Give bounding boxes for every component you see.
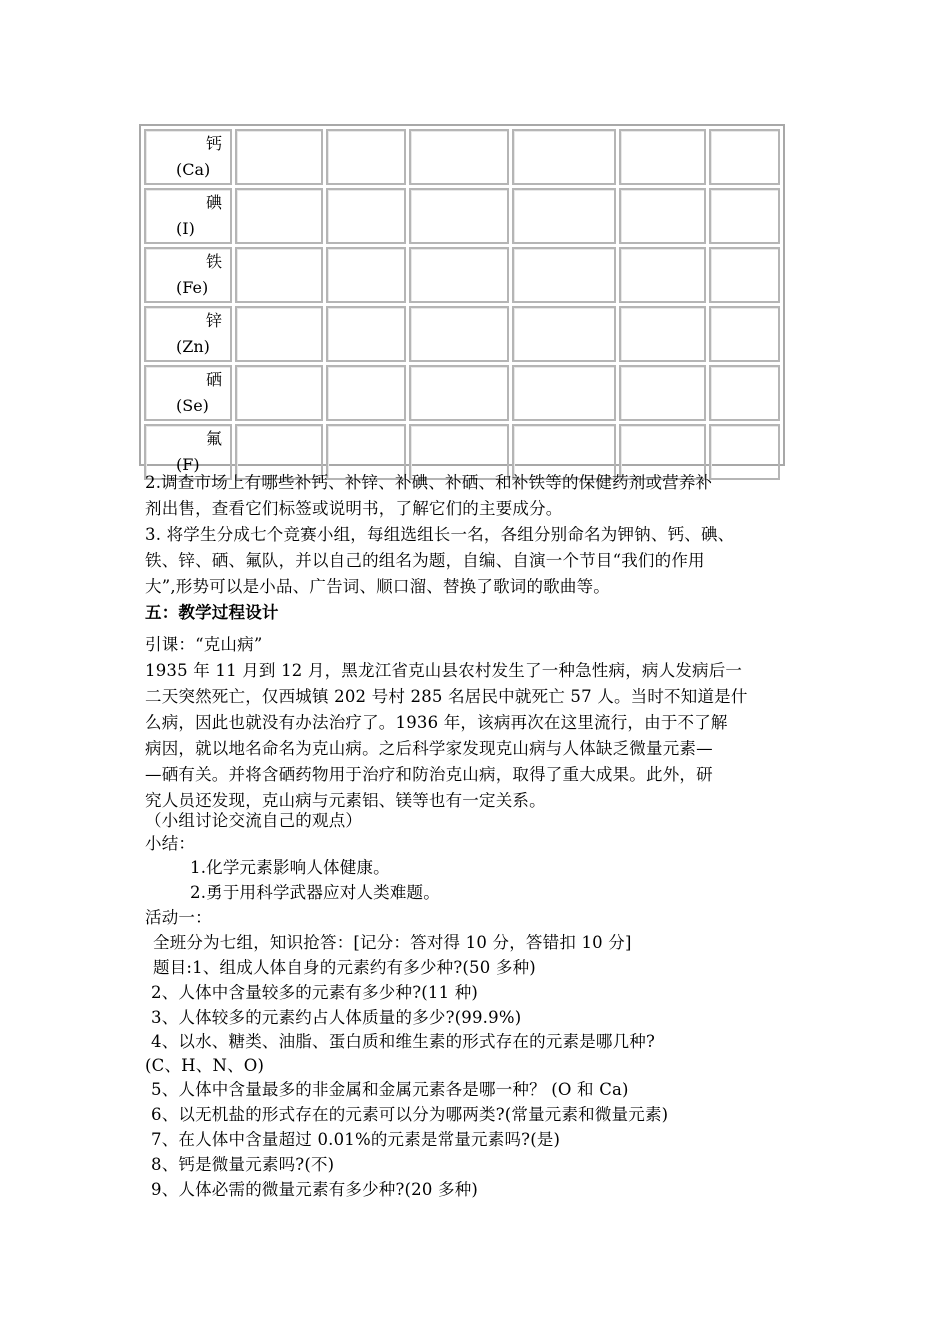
prep-item3-line3: 大”,形势可以是小品、广告词、顺口溜、替换了歌词的歌曲等。 — [145, 577, 610, 596]
element-name: 铁 — [205, 252, 222, 271]
intro-line: 引课：“克山病” — [145, 635, 263, 654]
activity-label: 活动一： — [145, 908, 212, 927]
table-cell — [709, 424, 780, 480]
element-cell — [144, 306, 232, 362]
paragraph-line: —硒有关。并将含硒药物用于治疗和防治克山病，取得了重大成果。此外，研 — [145, 765, 713, 784]
table-cell — [619, 306, 706, 362]
summary-item: 1.化学元素影响人体健康。 — [190, 858, 390, 877]
table-cell — [709, 365, 780, 421]
table-cell — [326, 306, 406, 362]
table-cell — [409, 129, 509, 185]
element-cell — [144, 365, 232, 421]
table-cell — [512, 247, 616, 303]
table-cell — [512, 365, 616, 421]
question-answer: (C、H、N、O) — [145, 1056, 265, 1075]
element-symbol: (Se) — [176, 396, 209, 415]
element-name: 钙 — [205, 134, 222, 153]
table-row — [144, 129, 780, 185]
table-row — [144, 365, 780, 421]
prep-item2-line1: 2.调查市场上有哪些补钙、补锌、补碘、补硒、和补铁等的保健药剂或营养补 — [145, 473, 713, 492]
table-cell — [326, 247, 406, 303]
paragraph-line: 究人员还发现，克山病与元素铝、镁等也有一定关系。 — [145, 791, 546, 810]
element-symbol: (Ca) — [176, 160, 211, 179]
element-symbol: (I) — [176, 219, 195, 238]
section-heading: 五：教学过程设计 — [145, 603, 279, 622]
table-cell — [326, 188, 406, 244]
table-cell — [709, 306, 780, 362]
element-symbol: (F) — [176, 455, 200, 474]
element-cell — [144, 129, 232, 185]
question-item: 7、在人体中含量超过 0.01%的元素是常量元素吗?(是) — [151, 1130, 561, 1149]
table-row — [144, 247, 780, 303]
table-cell — [235, 365, 323, 421]
activity-intro: 全班分为七组，知识抢答：[记分：答对得 10 分，答错扣 10 分] — [153, 933, 632, 952]
question-item: 3、人体较多的元素约占人体质量的多少?(99.9%) — [151, 1008, 522, 1027]
table-cell — [409, 247, 509, 303]
question-item: 题目:1、组成人体自身的元素约有多少种?(50 多种) — [153, 958, 536, 977]
element-name: 锌 — [205, 311, 222, 330]
table-cell — [235, 129, 323, 185]
table-cell — [409, 188, 509, 244]
paragraph-line: 1935 年 11 月到 12 月，黑龙江省克山县农村发生了一种急性病，病人发病后一 — [145, 661, 743, 680]
table-cell — [709, 188, 780, 244]
table-cell — [619, 365, 706, 421]
question-item: 4、以水、糖类、油脂、蛋白质和维生素的形式存在的元素是哪几种? — [151, 1032, 656, 1051]
table-cell — [326, 129, 406, 185]
question-item: 9、人体必需的微量元素有多少种?(20 多种) — [151, 1180, 479, 1199]
paragraph-line: 二天突然死亡，仅西城镇 202 号村 285 名居民中就死亡 57 人。当时不知道是什 — [145, 687, 748, 706]
table-row — [144, 188, 780, 244]
table-cell — [235, 247, 323, 303]
paragraph-line: 病因，就以地名命名为克山病。之后科学家发现克山病与人体缺乏微量元素— — [145, 739, 713, 758]
table-cell — [409, 306, 509, 362]
table-cell — [619, 247, 706, 303]
element-symbol: (Fe) — [176, 278, 209, 297]
summary-item: 2.勇于用科学武器应对人类难题。 — [190, 883, 440, 902]
prep-item3-line2: 铁、锌、硒、氟队，并以自己的组名为题，自编、自演一个节目“我们的作用 — [145, 551, 705, 570]
paragraph-line: 么病，因此也就没有办法治疗了。1936 年，该病再次在这里流行，由于不了解 — [145, 713, 728, 732]
table-cell — [512, 188, 616, 244]
question-item: 5、人体中含量最多的非金属和金属元素各是哪一种？ (O 和 Ca) — [151, 1080, 629, 1099]
question-item: 8、钙是微量元素吗?(不) — [151, 1155, 335, 1174]
table-cell — [235, 306, 323, 362]
discussion-note: （小组讨论交流自己的观点） — [145, 811, 363, 830]
prep-item2-line2: 剂出售，查看它们标签或说明书，了解它们的主要成分。 — [145, 499, 563, 518]
element-symbol: (Zn) — [176, 337, 210, 356]
table-cell — [326, 365, 406, 421]
table-cell — [512, 306, 616, 362]
table-cell — [619, 188, 706, 244]
prep-item3-line1: 3. 将学生分成七个竞赛小组，每组选组长一名，各组分别命名为钾钠、钙、碘、 — [145, 525, 735, 544]
element-cell — [144, 247, 232, 303]
table-cell — [409, 365, 509, 421]
summary-label: 小结： — [145, 834, 196, 853]
elements-table — [139, 124, 785, 474]
question-item: 2、人体中含量较多的元素有多少种?(11 种) — [151, 983, 479, 1002]
table-cell — [709, 247, 780, 303]
element-name: 碘 — [205, 193, 222, 212]
table-cell — [512, 129, 616, 185]
table-cell — [235, 188, 323, 244]
element-cell — [144, 188, 232, 244]
table-row — [144, 306, 780, 362]
table-cell — [619, 129, 706, 185]
question-item: 6、以无机盐的形式存在的元素可以分为哪两类?(常量元素和微量元素) — [151, 1105, 669, 1124]
table-cell — [709, 129, 780, 185]
element-name: 硒 — [205, 370, 222, 389]
element-name: 氟 — [205, 429, 222, 448]
